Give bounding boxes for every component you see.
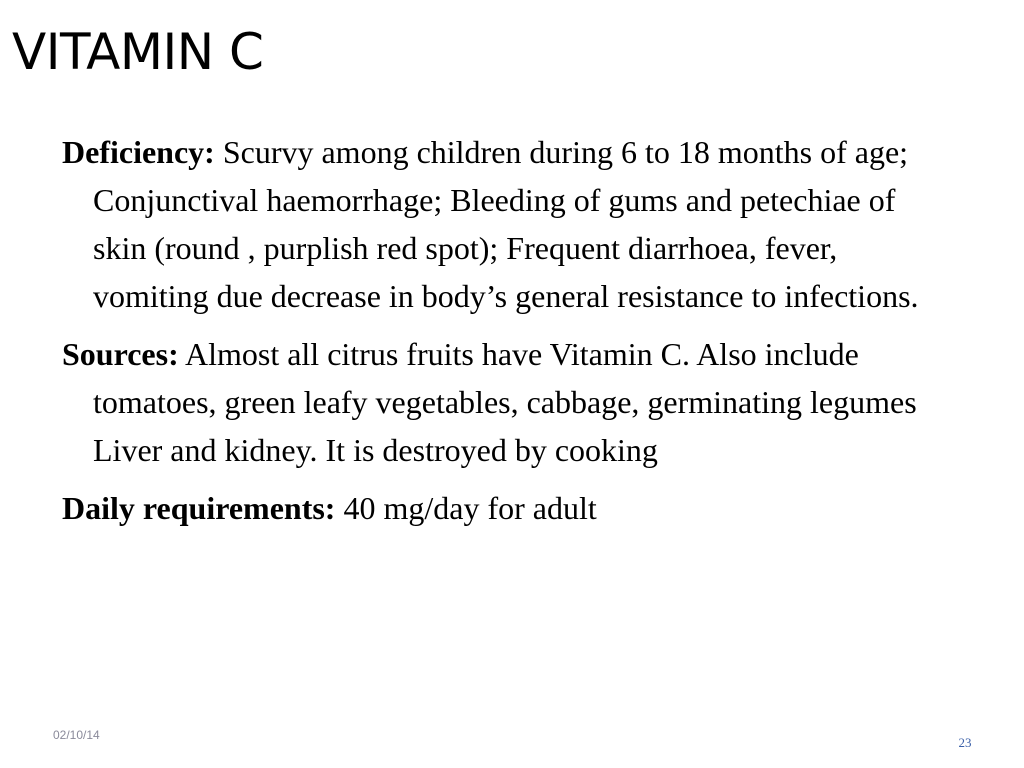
deficiency-paragraph [62, 128, 952, 320]
slide-content [62, 128, 952, 542]
deficiency-heading: Deficiency: [62, 134, 215, 170]
sources-text: Almost all citrus fruits have Vitamin C. Also include tomatoes, green leafy vegetables, cabbage, germinating legumes Liver and kidney. It is destroyed by cooking [93, 336, 917, 468]
sources-heading: Sources: [62, 336, 179, 372]
deficiency-text: Scurvy among children during 6 to 18 months of age; Conjunctival haemorrhage; Bleeding of gums and petechiae of skin (round , purplish red spot); Frequent diarrhoea, fever, vomiting due decrease in body’s general resistance to infections. [93, 134, 919, 314]
slide-title: VITAMIN C [12, 23, 264, 81]
slide-number: 23 [958, 735, 972, 750]
daily-requirements-text: 40 mg/day for adult [343, 490, 597, 526]
footer-date: 02/10/14 [53, 728, 100, 742]
daily-requirements-paragraph [62, 484, 952, 532]
sources-paragraph [62, 330, 952, 474]
daily-requirements-heading: Daily requirements: [62, 490, 336, 526]
